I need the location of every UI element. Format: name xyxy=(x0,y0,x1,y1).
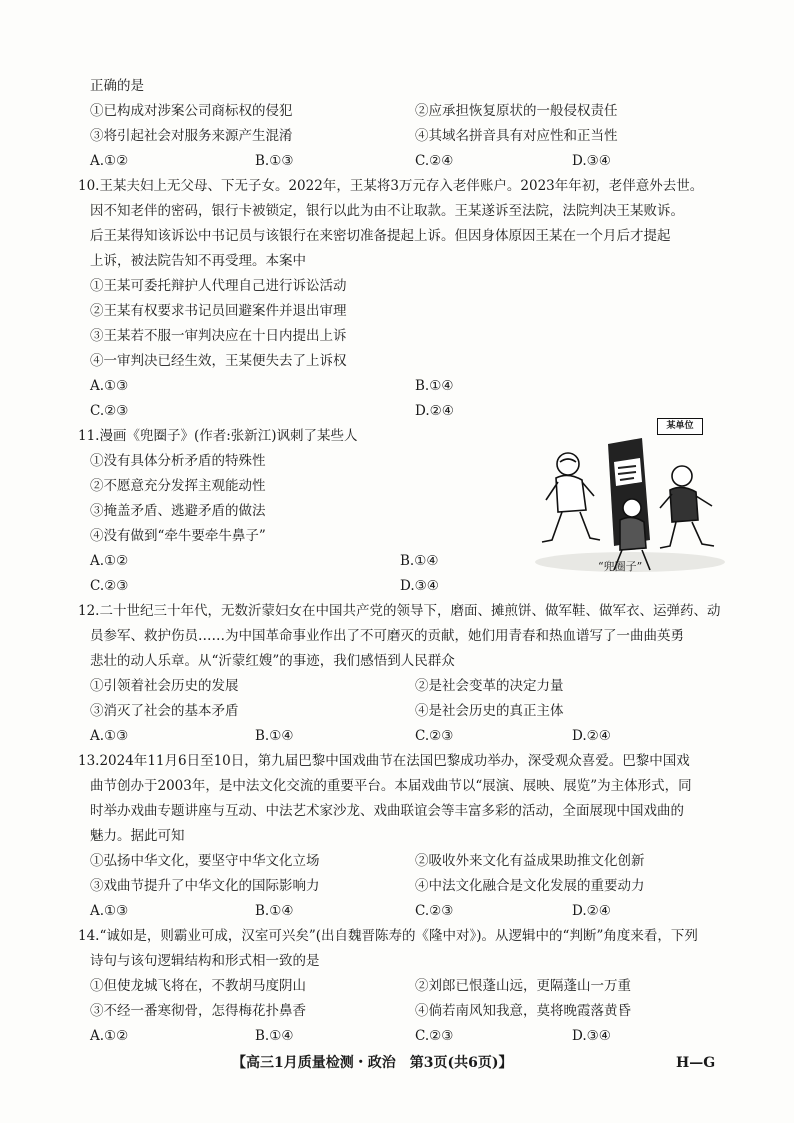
q13-option-2: ②吸收外来文化有益成果助推文化创新 xyxy=(415,853,645,869)
q13-option-4: ④中法文化融合是文化发展的重要动力 xyxy=(415,878,645,894)
q14-choice-c: C.②③ xyxy=(415,1028,454,1044)
q10-option-4: ④一审判决已经生效，王某便失去了上诉权 xyxy=(90,353,347,369)
q10-choice-d: D.②④ xyxy=(415,403,454,419)
q14-stem-line-1: 14.“诚如是，则霸业可成，汉室可兴矣”(出自魏晋陈寿的《隆中对》)。从逻辑中的“判断”角度来看，下列 xyxy=(78,928,698,944)
q12-option-1: ①引领着社会历史的发展 xyxy=(90,678,239,694)
page-footer-code: H—G xyxy=(676,1055,716,1071)
q9-choice-b: B.①③ xyxy=(255,153,294,169)
q13-option-3: ③戏曲节提升了中华文化的国际影响力 xyxy=(90,878,320,894)
q14-option-3: ③不经一番寒彻骨，怎得梅花扑鼻香 xyxy=(90,1003,306,1019)
q9-choice-c: C.②④ xyxy=(415,153,454,169)
q9-option-1: ①已构成对涉案公司商标权的侵犯 xyxy=(90,103,293,119)
q11-choice-d: D.③④ xyxy=(400,578,439,594)
q11-choice-a: A.①② xyxy=(90,553,129,569)
q13-stem-line-3: 时举办戏曲专题讲座与互动、中法艺术家沙龙、戏曲联谊会等丰富多彩的活动，全面展现中国戏曲的 xyxy=(90,803,684,819)
q10-option-3: ③王某若不服一审判决应在十日内提出上诉 xyxy=(90,328,347,344)
cartoon-caption: “兜圈子” xyxy=(598,560,643,573)
q10-choice-c: C.②③ xyxy=(90,403,129,419)
q10-stem-line-2: 因不知老伴的密码，银行卡被锁定，银行以此为由不让取款。王某遂诉至法院，法院判决王某败诉。 xyxy=(90,203,684,219)
q11-stem: 11.漫画《兜圈子》(作者:张新江)讽刺了某些人 xyxy=(78,428,358,444)
q12-choice-d: D.②④ xyxy=(572,728,611,744)
q14-option-4: ④倘若南风知我意，莫将晚霞落黄昏 xyxy=(415,1003,631,1019)
q12-option-3: ③消灭了社会的基本矛盾 xyxy=(90,703,239,719)
q13-stem-line-1: 13.2024年11月6日至10日，第九届巴黎中国戏曲节在法国巴黎成功举办，深受观众喜爱。巴黎中国戏 xyxy=(78,753,690,769)
q12-stem-line-1: 12.二十世纪三十年代，无数沂蒙妇女在中国共产党的领导下，磨面、摊煎饼、做军鞋、做军衣、运弹药、动 xyxy=(78,603,721,619)
q14-choice-b: B.①④ xyxy=(255,1028,294,1044)
q9-stem-tail: 正确的是 xyxy=(90,78,144,94)
q14-choice-a: A.①② xyxy=(90,1028,129,1044)
q10-stem-line-3: 后王某得知该诉讼中书记员与该银行在来密切准备提起上诉。但因身体原因王某在一个月后才提起 xyxy=(90,228,671,244)
q10-choice-b: B.①④ xyxy=(415,378,454,394)
q13-choice-d: D.②④ xyxy=(572,903,611,919)
q12-option-2: ②是社会变革的决定力量 xyxy=(415,678,564,694)
q13-stem-line-2: 曲节创办于2003年，是中法文化交流的重要平台。本届戏曲节以“展演、展映、展览”为主体形式，同 xyxy=(90,778,692,794)
cartoon-illustration xyxy=(530,422,730,582)
page-footer-title: 【高三1月质量检测・政治 第3页(共6页)】 xyxy=(232,1055,513,1071)
q13-choice-c: C.②③ xyxy=(415,903,454,919)
q12-choice-a: A.①③ xyxy=(90,728,129,744)
q12-option-4: ④是社会历史的真正主体 xyxy=(415,703,564,719)
q9-choice-d: D.③④ xyxy=(572,153,611,169)
q12-choice-c: C.②③ xyxy=(415,728,454,744)
organization-badge: 某单位 xyxy=(657,418,703,435)
q11-option-4: ④没有做到“牵牛要牵牛鼻子” xyxy=(90,528,266,544)
q9-choice-a: A.①② xyxy=(90,153,129,169)
q13-stem-line-4: 魅力。据此可知 xyxy=(90,828,185,844)
q13-choice-b: B.①④ xyxy=(255,903,294,919)
q12-choice-b: B.①④ xyxy=(255,728,294,744)
q11-choice-c: C.②③ xyxy=(90,578,129,594)
q9-option-4: ④其域名拼音具有对应性和正当性 xyxy=(415,128,618,144)
q11-option-1: ①没有具体分析矛盾的特殊性 xyxy=(90,453,266,469)
q14-option-2: ②刘郎已恨蓬山远，更隔蓬山一万重 xyxy=(415,978,631,994)
q12-stem-line-2: 员参军、救护伤员……为中国革命事业作出了不可磨灭的贡献，她们用青春和热血谱写了一曲曲英勇 xyxy=(90,628,684,644)
q10-stem-line-1: 10.王某夫妇上无父母、下无子女。2022年，王某将3万元存入老伴账户。2023年年初，老伴意外去世。 xyxy=(78,178,704,194)
q14-option-1: ①但使龙城飞将在，不教胡马度阴山 xyxy=(90,978,306,994)
running-man-left-icon xyxy=(542,453,600,542)
q14-stem-line-2: 诗句与该句逻辑结构和形式相一致的是 xyxy=(90,953,320,969)
running-man-right-icon xyxy=(660,466,714,548)
q11-option-3: ③掩盖矛盾、逃避矛盾的做法 xyxy=(90,503,266,519)
q10-stem-line-4: 上诉，被法院告知不再受理。本案中 xyxy=(90,253,306,269)
q10-option-2: ②王某有权要求书记员回避案件并退出审理 xyxy=(90,303,347,319)
q10-choice-a: A.①③ xyxy=(90,378,129,394)
q12-stem-line-3: 悲壮的动人乐章。从“沂蒙红嫂”的事迹，我们感悟到人民群众 xyxy=(90,653,455,669)
q10-option-1: ①王某可委托辩护人代理自己进行诉讼活动 xyxy=(90,278,347,294)
q13-option-1: ①弘扬中华文化，要坚守中华文化立场 xyxy=(90,853,320,869)
q13-choice-a: A.①③ xyxy=(90,903,129,919)
q9-option-2: ②应承担恢复原状的一般侵权责任 xyxy=(415,103,618,119)
q11-choice-b: B.①④ xyxy=(400,553,439,569)
q14-choice-d: D.③④ xyxy=(572,1028,611,1044)
q9-option-3: ③将引起社会对服务来源产生混淆 xyxy=(90,128,293,144)
q11-option-2: ②不愿意充分发挥主观能动性 xyxy=(90,478,266,494)
